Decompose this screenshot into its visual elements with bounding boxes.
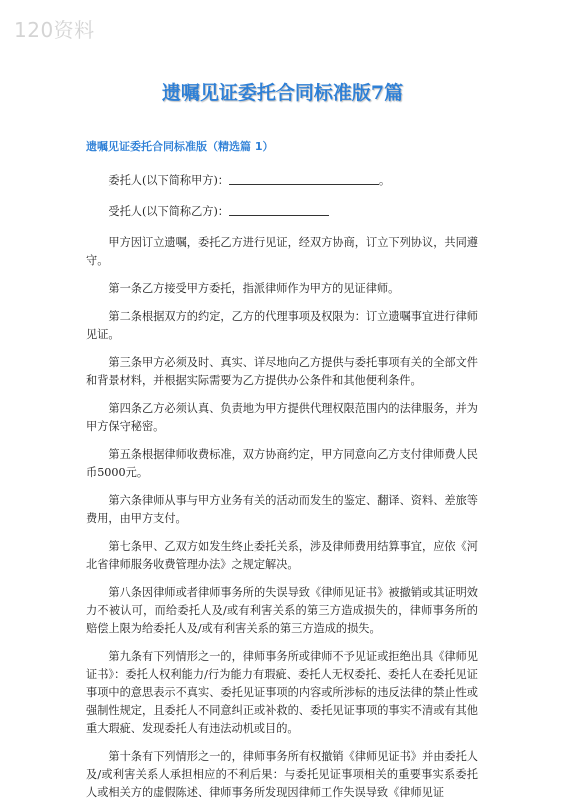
- party-b-line: [86, 203, 478, 221]
- paragraph-article-7: 第七条甲、乙双方如发生终止委托关系，涉及律师费用结算事宜，应依《河北省律师服务收费管理办法》之规定解决。: [86, 540, 478, 571]
- party-b-blank: [229, 203, 329, 216]
- paragraph-article-9: 第九条有下列情形之一的，律师事务所或律师不予见证或拒绝出具《律师见证书》：委托人权利能力/行为能力有瑕疵、委托人无权委托、委托人在委托见证事项中的意思表示不真实、委托见证事项的内容或所涉标的违反法律的禁止性或强制性规定，且委托人不同意纠正或补救的、委托见证事项的事实不清或有其他重大瑕疵、发现委托人有违法动机或目的。: [86, 650, 478, 735]
- paragraph-article-2: 第二条根据双方的约定，乙方的代理事项及权限为：订立遗嘱事宜进行律师见证。: [86, 310, 478, 341]
- paragraph-article-5: 第五条根据律师收费标准，双方协商约定，甲方同意向乙方支付律师费人民币5000元。: [86, 448, 478, 479]
- party-a-end: 。: [379, 174, 391, 187]
- party-b-label: 受托人(以下简称乙方)：: [108, 205, 229, 218]
- party-a-label: 委托人(以下简称甲方)：: [108, 174, 229, 187]
- paragraph-article-8: 第八条因律师或者律师事务所的失误导致《律师见证书》被撤销或其证明效力不被认可，而给委托人及/或有利害关系的第三方造成损失的，律师事务所的赔偿上限为给委托人及/或有利害关系的第三方造成的损失。: [86, 586, 478, 635]
- paragraph-article-1: 第一条乙方接受甲方委托，指派律师作为甲方的见证律师。: [108, 282, 400, 295]
- paragraph-article-6: 第六条律师从事与甲方业务有关的活动而发生的鉴定、翻译、资料、差旅等费用，由甲方支付。: [86, 494, 478, 525]
- paragraph-article-4: 第四条乙方必须认真、负责地为甲方提供代理权限范围内的法律服务，并为甲方保守秘密。: [86, 402, 478, 433]
- paragraph-intro: 甲方因订立遗嘱，委托乙方进行见证，经双方协商，订立下列协议，共同遵守。: [86, 236, 478, 267]
- document-body: [86, 172, 478, 812]
- party-a-blank: [229, 172, 379, 185]
- paragraph-article-3: 第三条甲方必须及时、真实、详尽地向乙方提供与委托事项有关的全部文件和背景材料，并根据实际需要为乙方提供办公条件和其他便利条件。: [86, 356, 478, 387]
- paragraph-article-10: 第十条有下列情形之一的，律师事务所有权撤销《律师见证书》并由委托人及/或利害关系人承担相应的不利后果：与委托见证事项相关的重要事实系委托人或相关方的虚假陈述、律师事务所发现因律师工作失误导致《律师见证: [86, 750, 478, 799]
- section-title: 遗嘱见证委托合同标准版（精选篇 1）: [86, 140, 274, 153]
- watermark: 120资料: [14, 18, 95, 42]
- party-a-line: [86, 172, 478, 190]
- document-title: 遗嘱见证委托合同标准版7篇: [161, 82, 404, 104]
